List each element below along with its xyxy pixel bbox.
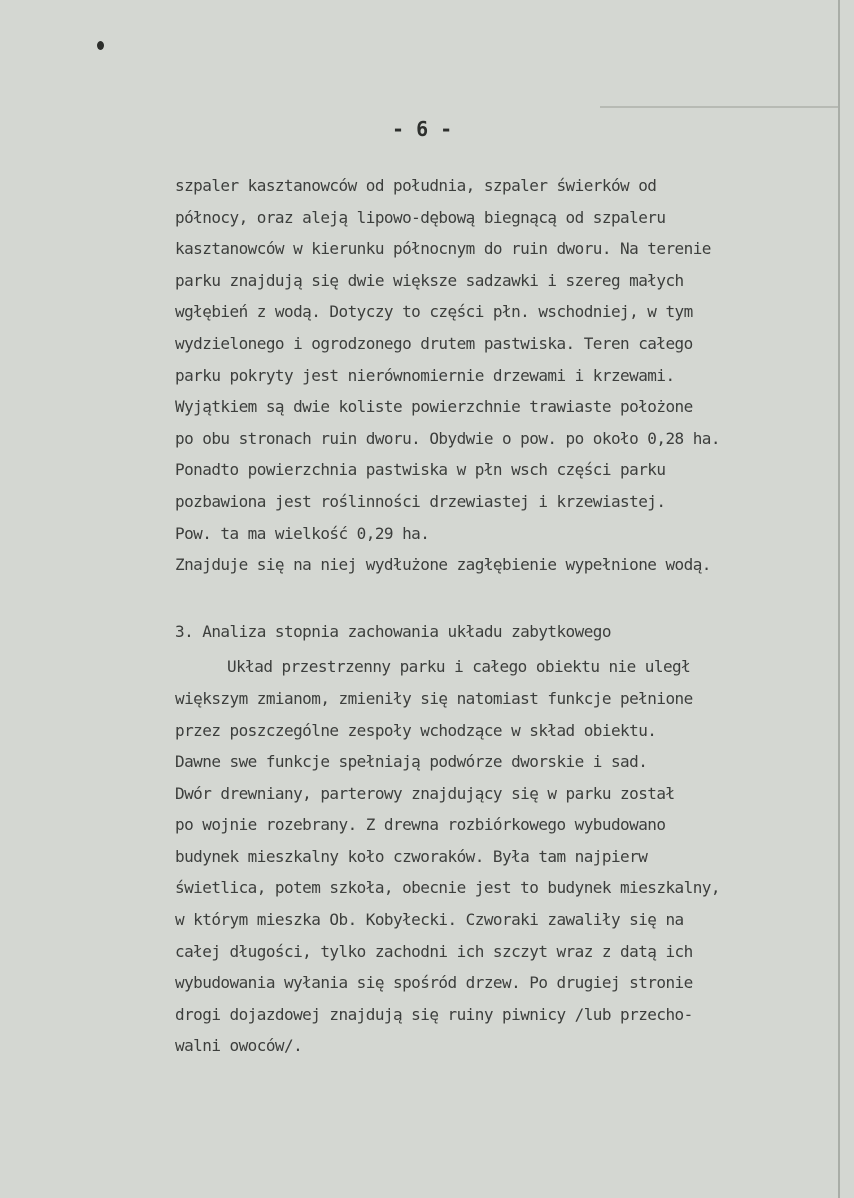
text-line: Znajduje się na niej wydłużone zagłębienie wypełnione wodą. [175, 555, 711, 575]
text-line: parku znajdują się dwie większe sadzawki i szereg małych [175, 270, 684, 290]
text-line: Ponadto powierzchnia pastwiska w płn wsch części parku [175, 460, 666, 480]
text-line: wybudowania wyłania się spośród drzew. Po drugiej stronie [175, 973, 693, 993]
paragraph-1 [175, 170, 830, 581]
text-line: w którym mieszka Ob. Kobyłecki. Czworaki zawaliły się na [175, 910, 684, 930]
text-line: większym zmianom, zmieniły się natomiast funkcje pełnione [175, 688, 693, 708]
text-line: północy, oraz aleją lipowo-dębową biegnącą od szpaleru [175, 207, 666, 227]
page-number: - 6 - [392, 117, 453, 141]
text-line: przez poszczególne zespoły wchodzące w skład obiektu. [175, 720, 657, 740]
text-line: świetlica, potem szkoła, obecnie jest to budynek mieszkalny, [175, 878, 720, 898]
text-line: po obu stronach ruin dworu. Obydwie o pow. po około 0,28 ha. [175, 428, 720, 448]
typewritten-text [175, 170, 830, 1062]
section-heading: 3. Analiza stopnia zachowania układu zabytkowego [175, 621, 611, 641]
paper-edge-top [600, 106, 840, 108]
text-line: Układ przestrzenny parku i całego obiektu nie uległ [227, 657, 691, 677]
text-line: Dwór drewniany, parterowy znajdujący się w parku został [175, 783, 675, 803]
text-line: Wyjątkiem są dwie koliste powierzchnie trawiaste położone [175, 397, 693, 417]
text-line: wydzielonego i ogrodzonego drutem pastwiska. Teren całego [175, 333, 693, 353]
text-line: po wojnie rozebrany. Z drewna rozbiórkowego wybudowano [175, 815, 666, 835]
text-line: całej długości, tylko zachodni ich szczyt wraz z datą ich [175, 941, 693, 961]
text-line: Pow. ta ma wielkość 0,29 ha. [175, 523, 430, 543]
text-line: pozbawiona jest roślinności drzewiastej i krzewiastej. [175, 491, 666, 511]
spacer [175, 581, 830, 616]
text-line: kasztanowców w kierunku północnym do ruin dworu. Na terenie [175, 239, 711, 259]
text-line: wgłębień z wodą. Dotyczy to części płn. wschodniej, w tym [175, 302, 693, 322]
text-line: walni owoców/. [175, 1036, 303, 1056]
text-line: parku pokryty jest nierównomiernie drzewami i krzewami. [175, 365, 675, 385]
punch-mark [97, 41, 104, 50]
text-line: budynek mieszkalny koło czworaków. Była tam najpierw [175, 846, 648, 866]
text-line: Dawne swe funkcje spełniają podwórze dworskie i sad. [175, 752, 648, 772]
text-line: drogi dojazdowej znajdują się ruiny piwnicy /lub przecho- [175, 1004, 693, 1024]
paragraph-2 [175, 651, 830, 1062]
text-line: szpaler kasztanowców od południa, szpaler świerków od [175, 176, 657, 195]
paper-edge-right [838, 0, 840, 1198]
